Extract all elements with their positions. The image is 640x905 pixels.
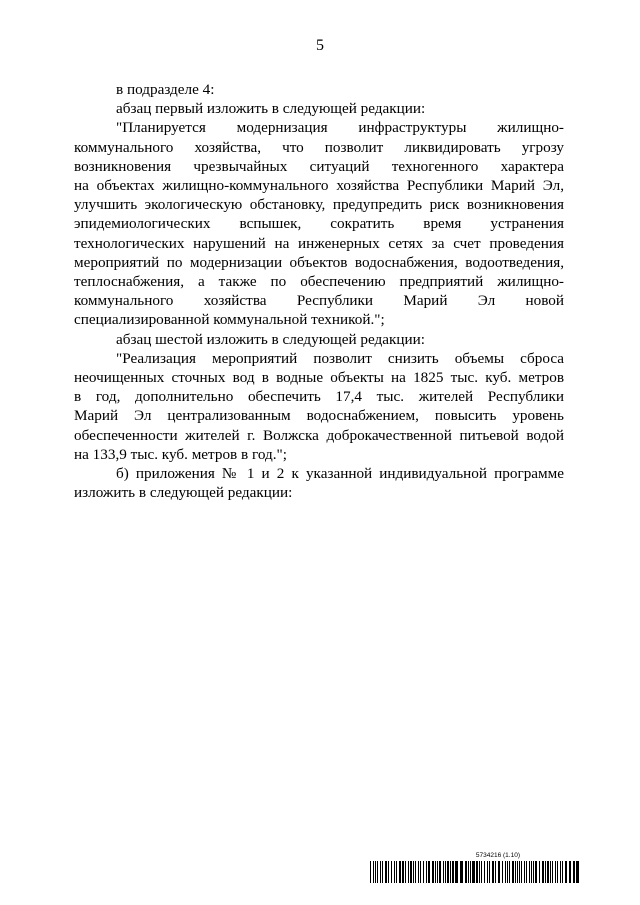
barcode-bar (399, 861, 401, 883)
barcode-bar (418, 861, 419, 883)
barcode-bar (547, 861, 549, 883)
paragraph-appendices (74, 464, 564, 502)
barcode-bar (455, 861, 458, 883)
barcode-bar (423, 861, 424, 883)
barcode-bar (385, 861, 387, 883)
barcode-bar (402, 861, 404, 883)
text-line: Марий Эл централизованным водоснабжением, повысить уровень (74, 407, 564, 425)
barcode-bar (545, 861, 546, 883)
barcode-bar (452, 861, 454, 883)
text-line: технологических нарушений на инженерных сетях за счет проведения (74, 234, 564, 252)
barcode-bar (375, 861, 376, 883)
paragraph-quote-modernization (74, 118, 564, 329)
text-line: коммунального хозяйства, что позволит ликвидировать угрозу (74, 138, 564, 156)
barcode-bar (542, 861, 544, 883)
paragraph-first-abzac-instruction (74, 99, 564, 118)
paragraph-sixth-abzac-instruction (74, 330, 564, 349)
barcode-bar (380, 861, 381, 883)
barcode-bar (550, 861, 551, 883)
barcode-bar (377, 861, 378, 883)
barcode-bar (426, 861, 427, 883)
barcode-bar (391, 861, 392, 883)
barcode-bar (552, 861, 553, 883)
barcode-bar (562, 861, 563, 883)
document-body (74, 80, 564, 502)
text-line: эпидемиологических вспышек, сократить время устранения (74, 215, 564, 233)
text-line: мероприятий по модернизации объектов водоснабжения, водоотведения, (74, 253, 564, 271)
barcode-bar (576, 861, 579, 883)
text-line: неочищенных сточных вод в водные объекты на 1825 тыс. куб. метров (74, 369, 564, 387)
barcode-bar (569, 861, 571, 883)
page-number: 5 (316, 37, 324, 54)
barcode-bar (521, 861, 522, 883)
barcode-bar (468, 861, 469, 883)
barcode-bar (476, 861, 478, 883)
barcode-bar (481, 861, 482, 883)
barcode-bar (432, 861, 434, 883)
text-line: б) приложения № 1 и 2 к указанной индивидуальной программе (116, 465, 564, 483)
barcode-bar (413, 861, 414, 883)
text-line: коммунального хозяйства Республики Марий Эл новой (74, 292, 564, 310)
barcode-bar (565, 861, 567, 883)
document-stamp (370, 852, 582, 883)
barcode-bar (439, 861, 441, 883)
barcode-bar (498, 861, 500, 883)
barcode-bar (420, 861, 421, 883)
barcode-bar (388, 861, 389, 883)
barcode-bar (370, 861, 371, 883)
text-line: обеспеченности жителей г. Волжска доброкачественной питьевой водой (74, 426, 564, 444)
text-line: изложить в следующей редакции: (74, 484, 293, 502)
text-line: на 133,9 тыс. куб. метров в год."; (74, 445, 287, 463)
barcode-bar (531, 861, 532, 883)
barcode-bar (533, 861, 534, 883)
barcode-bar (443, 861, 444, 883)
text-line: на объектах жилищно-коммунального хозяйства Республики Марий Эл, (74, 177, 564, 195)
barcode-bar (394, 861, 395, 883)
barcode-bar (472, 861, 475, 883)
barcode-bar (489, 861, 490, 883)
barcode-bar (410, 861, 412, 883)
text-line: теплоснабжения, а также по обеспечению предприятий жилищно- (74, 273, 564, 291)
text-line: улучшить экологическую обстановку, предупредить риск возникновения (74, 196, 564, 214)
barcode-bar (535, 861, 537, 883)
barcode-bar (415, 861, 416, 883)
barcode-bar (405, 861, 406, 883)
paragraph-quote-results (74, 349, 564, 464)
barcode-bar (450, 861, 451, 883)
barcode-bar (465, 861, 467, 883)
text-line: в подразделе 4: (116, 81, 215, 98)
barcode-bar (519, 861, 520, 883)
barcode-bar (447, 861, 449, 883)
stamp-code: 5734216 (1.10) (475, 852, 520, 859)
barcode-bar (382, 861, 383, 883)
barcode-icon (370, 861, 582, 883)
barcode-bar (470, 861, 471, 883)
barcode-bar (492, 861, 494, 883)
barcode-bar (557, 861, 558, 883)
barcode-bar (408, 861, 409, 883)
text-line: "Реализация мероприятий позволит снизить объемы сброса (116, 349, 564, 367)
paragraph-subsection (74, 80, 564, 99)
barcode-bar (487, 861, 488, 883)
barcode-bar (573, 861, 575, 883)
barcode-bar (484, 861, 485, 883)
text-line: абзац первый изложить в следующей редакции: (116, 100, 426, 118)
barcode-bar (396, 861, 397, 883)
barcode-bar (515, 861, 516, 883)
barcode-bar (505, 861, 506, 883)
barcode-bar (524, 861, 525, 883)
text-line: возникновения чрезвычайных ситуаций техногенного характера (74, 157, 564, 175)
barcode-bar (460, 861, 463, 883)
barcode-bar (445, 861, 446, 883)
barcode-bar (428, 861, 430, 883)
text-line: "Планируется модернизация инфраструктуры жилищно- (116, 119, 564, 137)
barcode-bar (560, 861, 561, 883)
barcode-bar (509, 861, 510, 883)
barcode-bar (495, 861, 496, 883)
text-line: в год, дополнительно обеспечить 17,4 тыс. жителей Республики (74, 388, 564, 406)
barcode-bar (539, 861, 540, 883)
text-line: абзац шестой изложить в следующей редакции: (116, 330, 425, 348)
barcode-bar (529, 861, 530, 883)
barcode-bar (555, 861, 556, 883)
barcode-bar (517, 861, 518, 883)
barcode-bar (435, 861, 436, 883)
text-line: специализированной коммунальной техникой."; (74, 311, 385, 329)
barcode-bar (526, 861, 527, 883)
barcode-bar (512, 861, 514, 883)
barcode-bar (507, 861, 508, 883)
barcode-bar (479, 861, 480, 883)
barcode-bar (373, 861, 374, 883)
barcode-bar (437, 861, 438, 883)
barcode-bar (502, 861, 503, 883)
